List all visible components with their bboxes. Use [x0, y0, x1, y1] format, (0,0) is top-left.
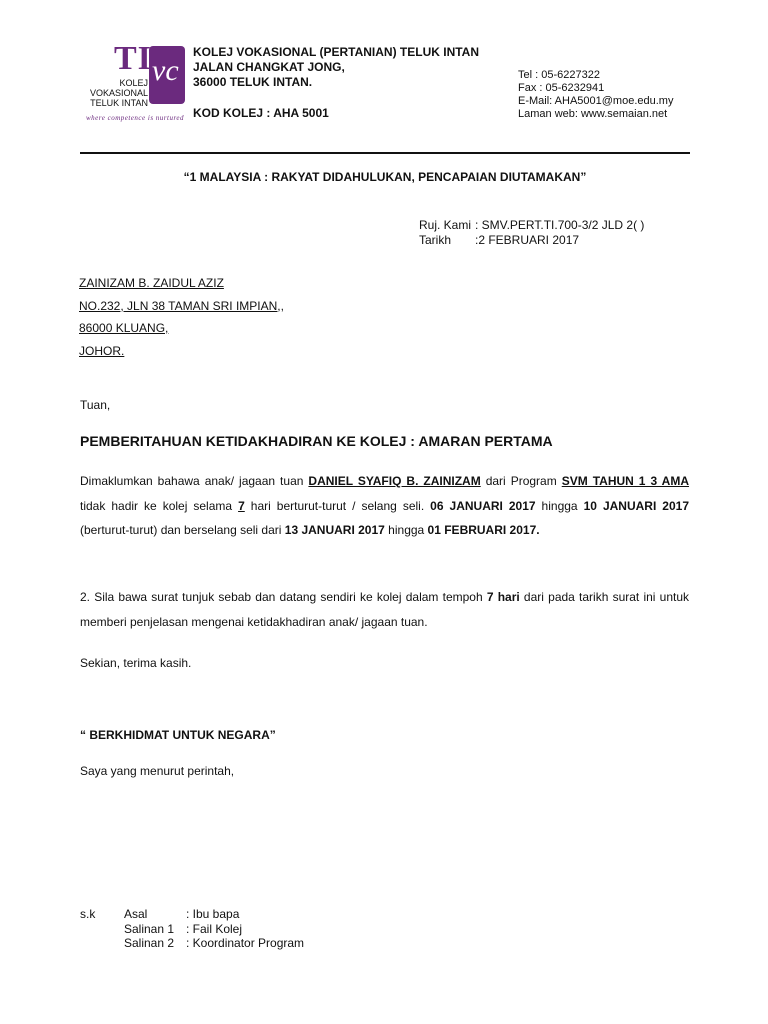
logo-name-line-1: KOLEJ [119, 78, 148, 88]
para2-text-1: 2. Sila bawa surat tunjuk sebab dan datang sendiri ke kolej dalam tempoh [80, 590, 487, 604]
contact-block [518, 69, 673, 121]
recipient-address-line-2: 86000 KLUANG, [79, 321, 169, 335]
logo-name-line-2: VOKASIONAL [89, 88, 148, 98]
college-code: KOD KOLEJ : AHA 5001 [193, 106, 329, 120]
absence-date-1: 06 JANUARI 2017 [430, 498, 536, 513]
recipient-address [79, 272, 284, 362]
closing-thanks: Sekian, terima kasih. [80, 656, 192, 670]
college-letterhead [193, 45, 479, 121]
para1-text-4: hari berturut-turut / selang seli. [244, 498, 431, 513]
reference-value: : SMV.PERT.TI.700-3/2 JLD 2( ) [475, 218, 645, 232]
closing-sign-off: Saya yang menurut perintah, [80, 764, 235, 778]
logo-name-line-3: TELUK INTAN [90, 98, 148, 108]
cc-block [80, 907, 304, 951]
para1-text-6: (berturut-turut) dan berselang seli dari [80, 523, 285, 537]
absence-date-4: 01 FEBRUARI 2017. [427, 523, 540, 537]
date-label: Tarikh [419, 233, 452, 247]
para1-text-5: hingga [535, 498, 584, 513]
logo-mark: vc [152, 54, 179, 87]
cc-recipient-value: : Ibu bapa [186, 907, 240, 921]
college-logo [86, 42, 192, 124]
cc-label: s.k [80, 907, 96, 921]
logo-name [86, 78, 148, 108]
para1-text-2: dari Program [480, 474, 562, 488]
logo-tagline: where competence is nurtured [86, 114, 185, 122]
motto: “1 MALAYSIA : RAKYAT DIDAHULUKAN, PENCAPAIAN DIUTAMAKAN” [183, 170, 587, 184]
cc-recipient-value: : Fail Kolej [186, 921, 243, 936]
reference-row [419, 218, 644, 233]
contact-web: Laman web: www.semaian.net [518, 108, 668, 120]
college-name: KOLEJ VOKASIONAL (PERTANIAN) TELUK INTAN [193, 45, 480, 59]
cc-row [80, 907, 304, 922]
contact-tel: Tel : 05-6227322 [518, 69, 600, 81]
college-street: JALAN CHANGKAT JONG, [193, 60, 345, 74]
letter-subject: PEMBERITAHUAN KETIDAKHADIRAN KE KOLEJ : AMARAN PERTAMA [80, 433, 553, 449]
absence-date-3: 13 JANUARI 2017 [284, 523, 385, 537]
date-row [419, 233, 644, 248]
cc-recipient-label: Salinan 2 [124, 936, 175, 950]
header-divider [80, 152, 690, 154]
body-paragraph-1 [80, 469, 689, 543]
para1-text-1: Dimaklumkan bahawa anak/ jagaan tuan [80, 474, 309, 488]
para1-text-3: tidak hadir ke kolej selama [80, 498, 239, 513]
recipient-name: ZAINIZAM B. ZAIDUL AZIZ [79, 276, 224, 290]
date-value: :2 FEBRUARI 2017 [475, 233, 580, 247]
student-name: DANIEL SYAFIQ B. ZAINIZAM [308, 474, 481, 488]
absence-date-2: 10 JANUARI 2017 [583, 498, 689, 513]
absence-days: 7 [238, 498, 245, 513]
contact-email: E-Mail: AHA5001@moe.edu.my [518, 95, 674, 107]
cc-recipient-label: Asal [124, 907, 148, 921]
contact-fax: Fax : 05-6232941 [518, 82, 605, 94]
salutation: Tuan, [80, 398, 111, 412]
cc-recipient-label: Salinan 1 [124, 921, 175, 936]
closing-slogan: “ BERKHIDMAT UNTUK NEGARA” [80, 728, 276, 742]
college-city: 36000 TELUK INTAN. [193, 75, 313, 89]
deadline-days: 7 hari [486, 590, 520, 604]
cc-row [80, 936, 304, 951]
reference-block [419, 218, 644, 248]
para2-text-2: dari pada tarikh surat ini untuk memberi penjelasan mengenai ketidakhadiran anak/ jagaan tuan. [80, 590, 690, 629]
program-name: SVM TAHUN 1 3 AMA [561, 474, 690, 488]
body-paragraph-2 [80, 585, 689, 634]
recipient-address-line-1: NO.232, JLN 38 TAMAN SRI IMPIAN,, [79, 298, 284, 313]
logo-initials: TI [114, 40, 152, 77]
recipient-address-line-3: JOHOR. [79, 343, 125, 358]
para1-text-7: hingga [384, 523, 428, 537]
reference-label: Ruj. Kami [419, 218, 472, 232]
cc-recipient-value: : Koordinator Program [186, 936, 305, 950]
cc-row [80, 922, 304, 937]
